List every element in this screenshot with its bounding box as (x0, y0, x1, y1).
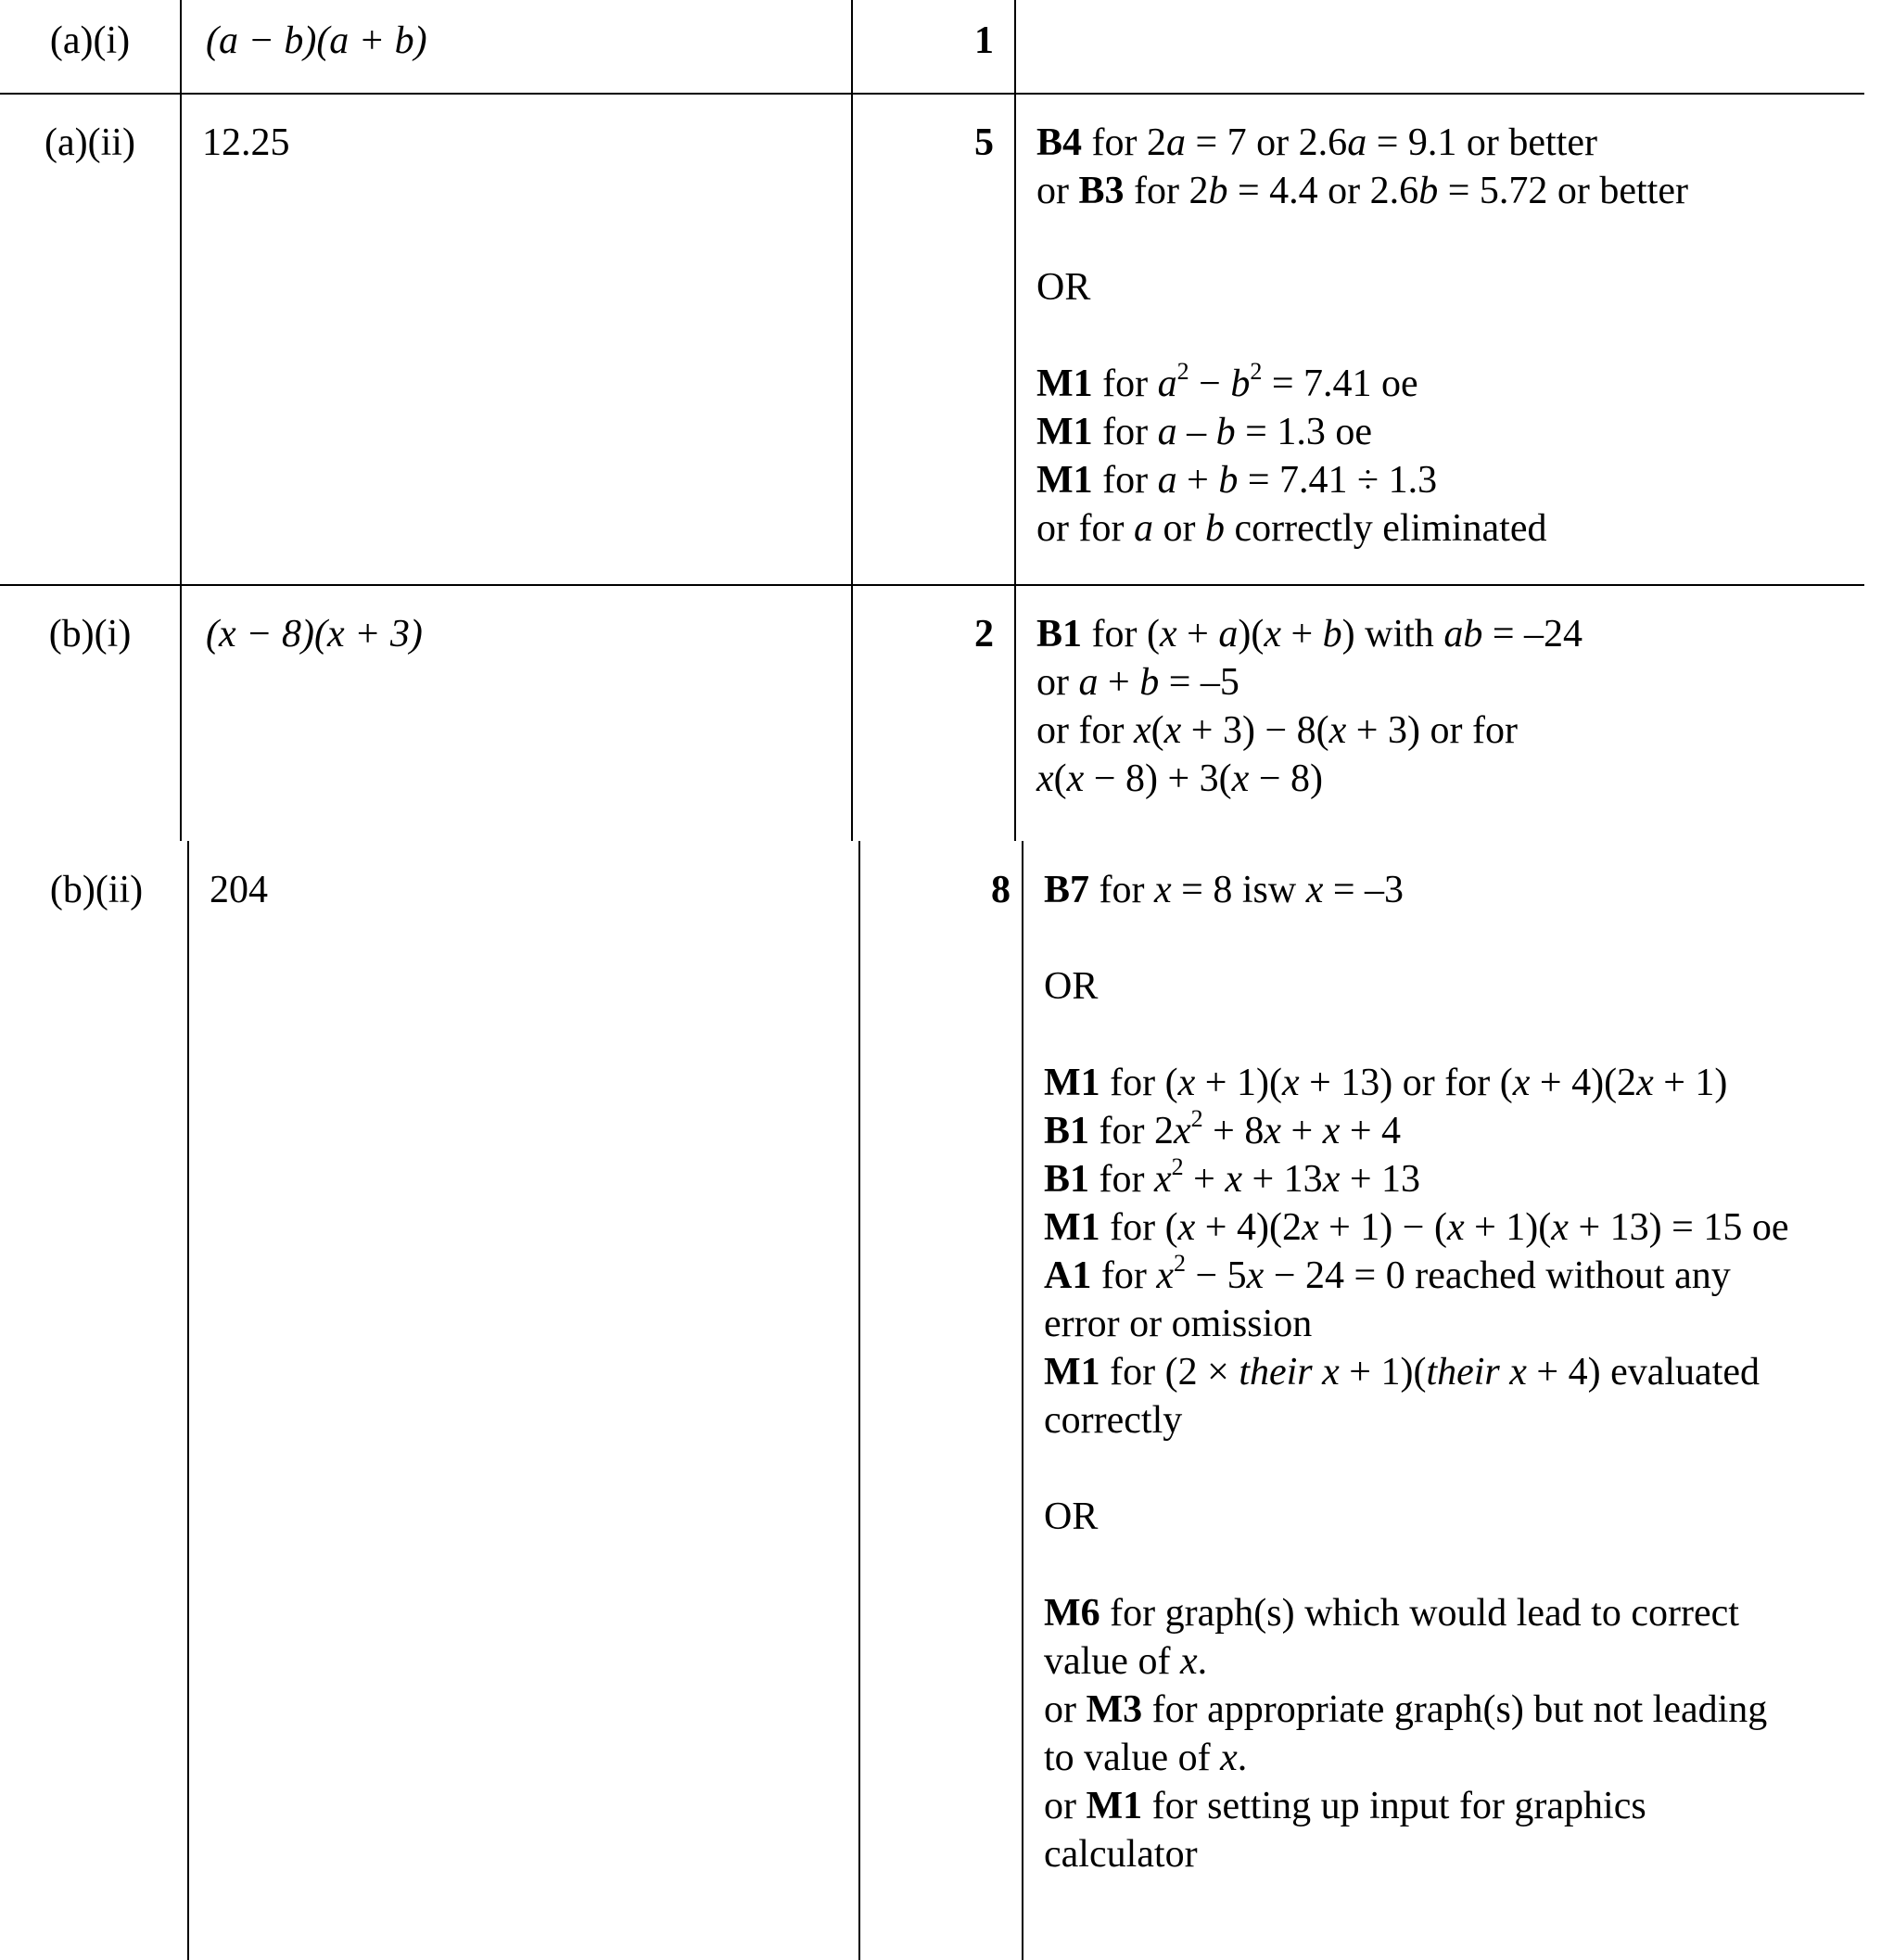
guidance-line: B1 for $x^2 + x + 13x + 13$ (1044, 1153, 1421, 1201)
mark-cell: 2 (974, 613, 994, 655)
column-divider (858, 841, 860, 1960)
mark-cell: 8 (991, 869, 1011, 911)
answer-cell: 12.25 (202, 121, 290, 164)
guidance-line: A1 for $x^2 - 5x - 24 = 0$ reached without any (1044, 1250, 1731, 1297)
column-divider (1014, 0, 1016, 841)
note-spacer (1044, 1541, 1788, 1589)
guidance-line: value of x. (1044, 1640, 1208, 1683)
guidance-line: M1 for a + b = 7.41 ÷ 1.3 (1036, 459, 1438, 502)
answer-cell: 204 (210, 869, 268, 911)
row-divider (0, 93, 1864, 95)
guidance-line: OR (1044, 1495, 1099, 1538)
guidance-line: or a + b = –5 (1036, 661, 1239, 704)
guidance-line: M1 for $a^2 - b^2 = 7.41$ oe (1036, 358, 1418, 405)
guidance-line: x(x − 8) + 3(x − 8) (1036, 757, 1324, 800)
question-id: (b)(ii) (49, 869, 144, 911)
guidance-line: or for a or b correctly eliminated (1036, 507, 1547, 550)
guidance-line: B1 for (x + a)(x + b) with ab = –24 (1036, 613, 1583, 655)
answer-cell (206, 17, 427, 65)
guidance-line: or M1 for setting up input for graphics (1044, 1785, 1646, 1827)
column-divider (1022, 841, 1023, 1960)
answer-text: (x − 8)(x + 3) (206, 613, 423, 655)
guidance-line: correctly (1044, 1399, 1183, 1442)
guidance-line: OR (1044, 965, 1099, 1008)
answer-cell (206, 610, 423, 658)
note-spacer (1044, 1445, 1788, 1493)
guidance-line: B1 for $2x^2 + 8x + x + 4$ (1044, 1105, 1402, 1152)
guidance-line: M6 for graph(s) which would lead to correct (1044, 1592, 1739, 1635)
mark-cell: 5 (974, 121, 994, 164)
guidance-line: M1 for (2 × their x + 1)(their x + 4) evaluated (1044, 1351, 1760, 1394)
guidance-line: or M3 for appropriate graph(s) but not leading (1044, 1688, 1768, 1731)
guidance-line: OR (1036, 266, 1091, 309)
note-spacer (1036, 312, 1688, 360)
answer-text: (a − b)(a + b) (206, 19, 427, 62)
guidance-notes (1036, 610, 1583, 803)
row-divider (0, 584, 1864, 586)
question-id: (a)(ii) (44, 121, 135, 164)
note-spacer (1044, 1011, 1788, 1059)
guidance-line: or B3 for 2b = 4.4 or 2.6b = 5.72 or better (1036, 170, 1688, 212)
note-spacer (1044, 914, 1788, 962)
guidance-line: M1 for a – b = 1.3 oe (1036, 411, 1372, 453)
guidance-line: B4 for 2a = 7 or 2.6a = 9.1 or better (1036, 121, 1597, 164)
column-divider (187, 841, 189, 1960)
note-spacer (1036, 215, 1688, 263)
guidance-line: calculator (1044, 1833, 1198, 1876)
guidance-line: M1 for (x + 1)(x + 13) or for (x + 4)(2x + 1) (1044, 1062, 1728, 1104)
mark-cell: 1 (974, 19, 994, 62)
guidance-line: B7 for x = 8 isw x = –3 (1044, 869, 1405, 911)
question-id: (a)(i) (49, 19, 131, 62)
guidance-line: error or omission (1044, 1303, 1313, 1345)
guidance-line: to value of x. (1044, 1737, 1248, 1779)
guidance-line: M1 for (x + 4)(2x + 1) − (x + 1)(x + 13) = 15 oe (1044, 1206, 1789, 1249)
guidance-line: or for x(x + 3) − 8(x + 3) or for (1036, 709, 1518, 752)
guidance-notes (1036, 119, 1688, 553)
column-divider (180, 0, 182, 841)
guidance-notes (1044, 866, 1788, 1878)
question-id: (b)(i) (48, 613, 132, 655)
